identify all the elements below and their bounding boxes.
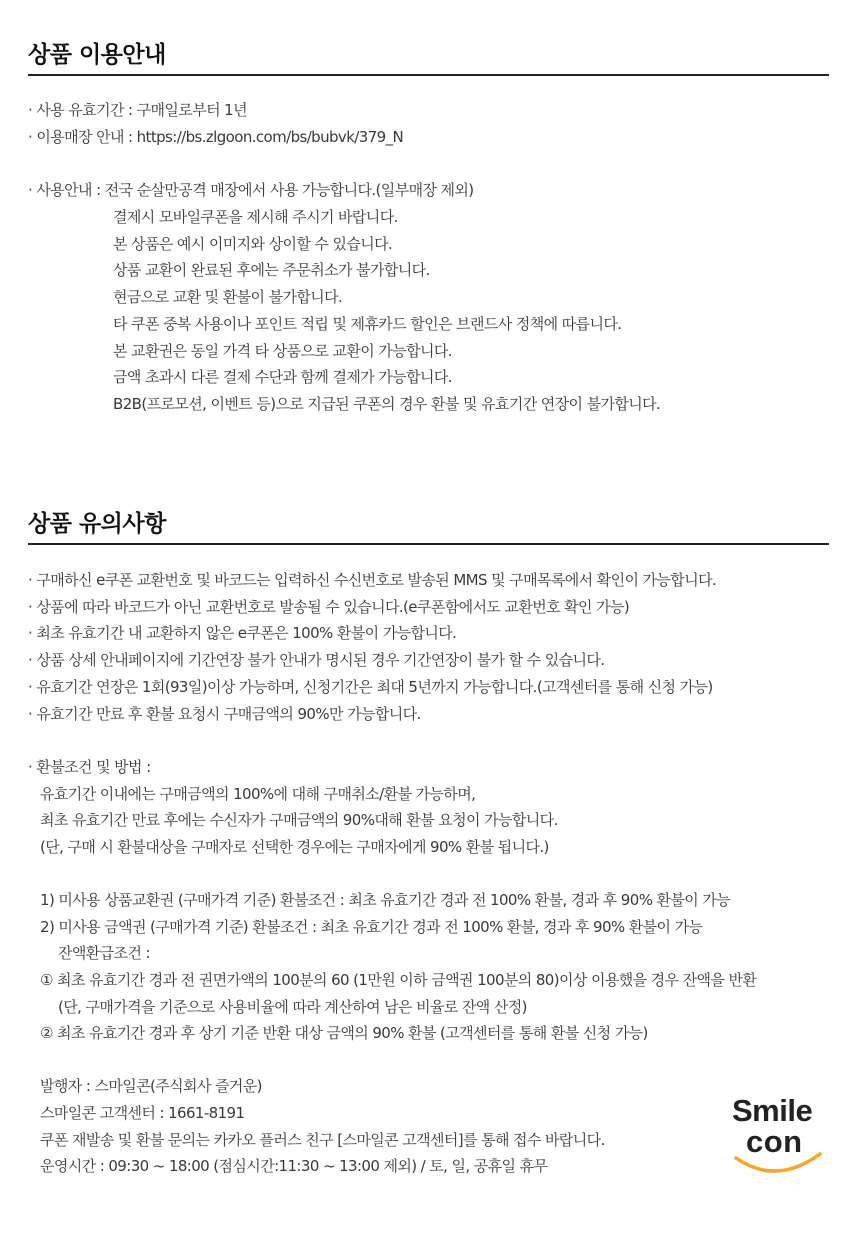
section-divider: [28, 543, 829, 545]
usage-line: 본 상품은 예시 이미지와 상이할 수 있습니다.: [113, 235, 393, 253]
usage-line: 금액 초과시 다른 결제 수단과 함께 결제가 가능합니다.: [113, 368, 452, 386]
notice-line: · 유효기간 연장은 1회(93일)이상 가능하며, 신청기간은 최대 5년까지 가능합니다.(고객센터를 통해 신청 가능): [28, 678, 713, 696]
issuer-line: 발행자 : 스마일콘(주식회사 즐거운): [40, 1077, 262, 1095]
refund-line: 유효기간 이내에는 구매금액의 100%에 대해 구매취소/환불 가능하며,: [40, 785, 476, 803]
notice-line: · 유효기간 만료 후 환불 요청시 구매금액의 90%만 가능합니다.: [28, 705, 421, 723]
logo-text-smile: Smile: [732, 1093, 813, 1128]
issuer-line: 쿠폰 재발송 및 환불 문의는 카카오 플러스 친구 [스마일콘 고객센터]를 통해 접수 바랍니다.: [40, 1131, 605, 1149]
issuer-line: 스마일콘 고객센터 : 1661-8191: [40, 1104, 245, 1122]
usage-line: 현금으로 교환 및 환불이 불가합니다.: [113, 288, 343, 306]
section-title-notice: 상품 유의사항: [28, 511, 166, 537]
refund-condition-line: 1) 미사용 상품교환권 (구매가격 기준) 환불조건 : 최초 유효기간 경과 전 100% 환불, 경과 후 90% 환불이 가능: [40, 891, 731, 909]
usage-line: 결제시 모바일쿠폰을 제시해 주시기 바랍니다.: [113, 208, 398, 226]
usage-line: 타 쿠폰 중복 사용이나 포인트 적립 및 제휴카드 할인은 브랜드사 정책에 따릅니다.: [113, 315, 622, 333]
usage-line: 본 교환권은 동일 가격 타 상품으로 교환이 가능합니다.: [113, 342, 452, 360]
refund-condition-line: ① 최초 유효기간 경과 전 권면가액의 100분의 60 (1만원 이하 금액권 100분의 80)이상 이용했을 경우 잔액을 반환: [40, 971, 757, 989]
refund-line: (단, 구매 시 환불대상을 구매자로 선택한 경우에는 구매자에게 90% 환불 됩니다.): [40, 838, 549, 856]
notice-line: · 구매하신 e쿠폰 교환번호 및 바코드는 입력하신 수신번호로 발송된 MMS 및 구매목록에서 확인이 가능합니다.: [28, 571, 717, 589]
section-divider: [28, 74, 829, 76]
refund-condition-line: ② 최초 유효기간 경과 후 상기 기준 반환 대상 금액의 90% 환불 (고객센터를 통해 환불 신청 가능): [40, 1024, 648, 1042]
issuer-line: 운영시간 : 09:30 ~ 18:00 (점심시간:11:30 ~ 13:00 제외) / 토, 일, 공휴일 휴무: [40, 1157, 548, 1175]
usage-line: · 이용매장 안내 : https://bs.zlgoon.com/bs/bubvk/379_N: [28, 128, 404, 146]
refund-condition-line: 2) 미사용 금액권 (구매가격 기준) 환불조건 : 최초 유효기간 경과 전 100% 환불, 경과 후 90% 환불이 가능: [40, 918, 703, 936]
notice-line: · 최초 유효기간 내 교환하지 않은 e쿠폰은 100% 환불이 가능합니다.: [28, 624, 457, 642]
usage-line: · 사용안내 : 전국 순살만공격 매장에서 사용 가능합니다.(일부매장 제외): [28, 181, 474, 199]
refund-line: 최초 유효기간 만료 후에는 수신자가 구매금액의 90%대해 환불 요청이 가능합니다.: [40, 811, 558, 829]
notice-line: · 상품 상세 안내페이지에 기간연장 불가 안내가 명시된 경우 기간연장이 불가 할 수 있습니다.: [28, 651, 605, 669]
usage-line: 상품 교환이 완료된 후에는 주문취소가 불가합니다.: [113, 261, 430, 279]
refund-condition-line: 잔액환급조건 :: [58, 944, 150, 962]
refund-condition-line: (단, 구매가격을 기준으로 사용비율에 따라 계산하여 남은 비율로 잔액 산정): [58, 998, 527, 1016]
refund-line: · 환불조건 및 방법 :: [28, 758, 151, 776]
usage-line: · 사용 유효기간 : 구매일로부터 1년: [28, 101, 247, 119]
notice-line: · 상품에 따라 바코드가 아닌 교환번호로 발송될 수 있습니다.(e쿠폰함에서도 교환번호 확인 가능): [28, 598, 630, 616]
section-title-usage-guide: 상품 이용안내: [28, 42, 166, 68]
usage-line: B2B(프로모션, 이벤트 등)으로 지급된 쿠폰의 경우 환불 및 유효기간 연장이 불가합니다.: [113, 395, 661, 413]
logo-text-con: con: [746, 1124, 803, 1159]
smilecon-logo: [730, 1094, 830, 1180]
